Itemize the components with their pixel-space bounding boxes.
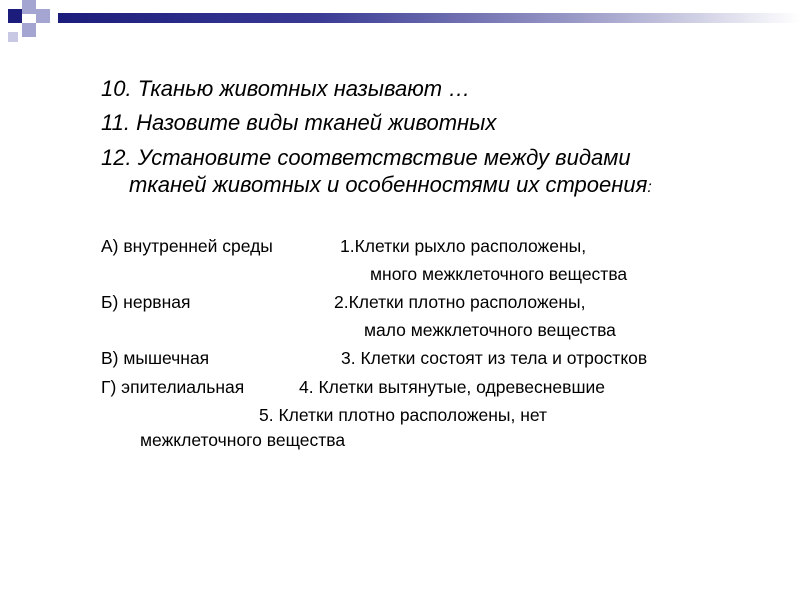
question-12-line2: тканей животных и особенностями их строения: [129,172,652,197]
feature-1-line2: много межклеточного вещества [370,264,628,284]
tissue-g: Г) эпителиальная [101,377,245,397]
feature-5-line1: 5. Клетки плотно расположены, нет [259,405,548,425]
tissue-b: Б) нервная [101,292,191,312]
decor-square-dark [8,9,22,23]
feature-4: 4. Клетки вытянутые, одревесневшие [299,377,606,397]
decor-square-light [22,23,36,37]
decor-square-light [36,9,50,23]
question-10: 10. Тканью животных называют … [101,76,471,101]
feature-5-line2: межклеточного вещества [140,430,346,450]
feature-1-line1: 1.Клетки рыхло расположены, [340,236,587,256]
question-11: 11. Назовите виды тканей животных [101,110,497,135]
decor-square-light [8,32,18,42]
slide-decoration [0,0,800,50]
feature-2-line1: 2.Клетки плотно расположены, [334,292,586,312]
question-12-line1: 12. Установите соответствствие между видами [101,145,631,170]
tissue-a: А) внутренней среды [101,236,273,256]
feature-3: 3. Клетки состоят из тела и отростков [341,348,648,368]
tissue-v: В) мышечная [101,348,210,368]
header-gradient-bar [58,13,800,23]
decor-square-light [22,0,36,14]
feature-2-line2: мало межклеточного вещества [364,320,616,340]
